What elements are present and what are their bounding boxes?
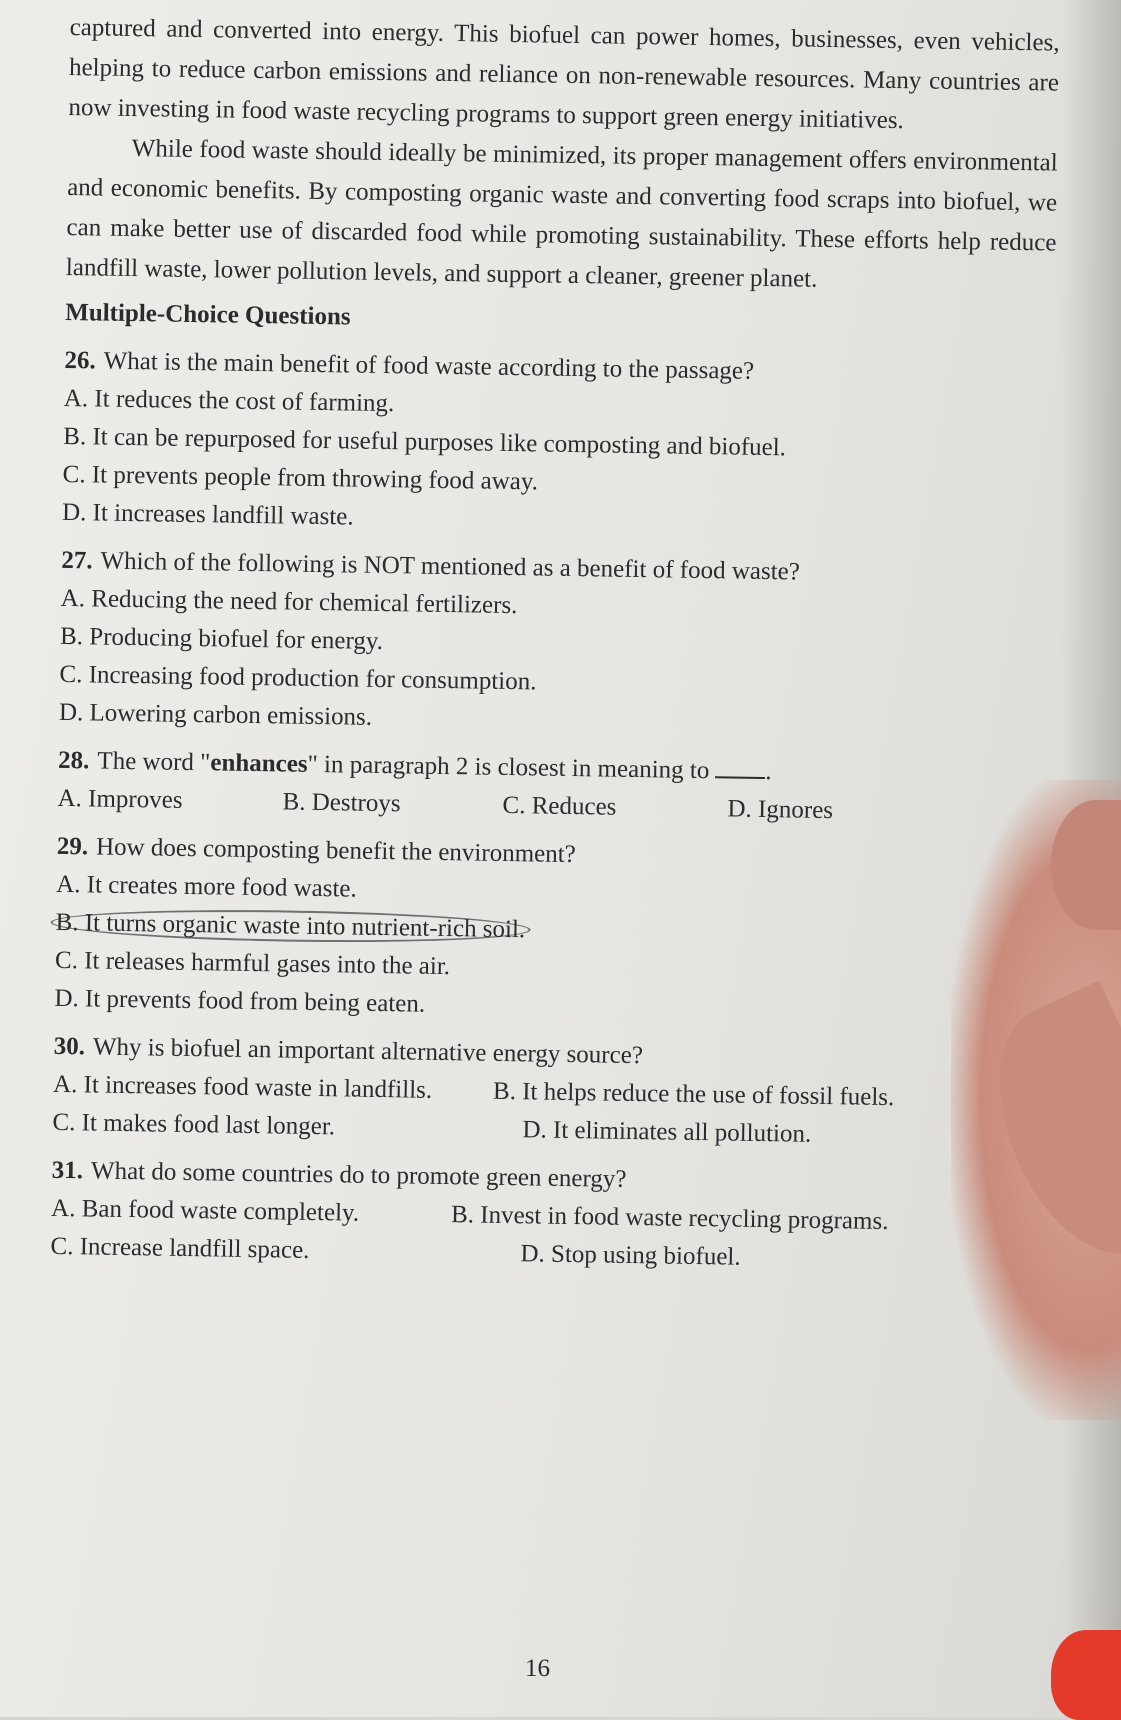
question-27 bbox=[59, 542, 1052, 748]
passage-paragraph-1: captured and converted into energy. This biofuel can power homes, businesses, even vehicles, helping to reduce carbon emissions and reliance on non-renewable resources. Many countries are now investing in food waste recycling programs to support green energy initiatives. bbox=[68, 13, 1060, 135]
question-30 bbox=[52, 1028, 1044, 1158]
question-text-after: " in paragraph 2 is closest in meaning to bbox=[307, 750, 710, 785]
passage-paragraph-2: While food waste should ideally be minimized, its proper management offers environmental and economic benefits. By composting organic waste and converting food scraps into biofuel, we can make better use of discarded food while promoting sustainability. These efforts help reduce landfill waste, lower pollution levels, and support a cleaner, greener planet. bbox=[65, 134, 1058, 293]
option-a[interactable]: A. Ban food waste completely. bbox=[50, 1194, 360, 1227]
option-d[interactable]: D. It increases landfill waste. bbox=[61, 498, 354, 531]
question-number: 31. bbox=[51, 1156, 84, 1185]
option-c[interactable]: C. It prevents people from throwing food away. bbox=[62, 460, 539, 496]
option-b[interactable]: B. It can be repurposed for useful purposes like composting and biofuel. bbox=[63, 422, 787, 462]
red-object bbox=[1051, 1630, 1121, 1720]
question-31 bbox=[50, 1152, 1042, 1282]
option-b-circled[interactable]: B. It turns organic waste into nutrient-rich soil. bbox=[50, 907, 530, 946]
option-a[interactable]: A. It creates more food waste. bbox=[56, 870, 357, 903]
option-b[interactable]: B. Producing biofuel for energy. bbox=[59, 622, 384, 655]
option-c[interactable]: C. It makes food last longer. bbox=[52, 1108, 336, 1141]
question-number: 28. bbox=[57, 746, 90, 775]
option-b[interactable]: B. It helps reduce the use of fossil fuels. bbox=[492, 1077, 895, 1112]
worksheet-page bbox=[50, 8, 1060, 1281]
option-d[interactable]: D. Lowering carbon emissions. bbox=[58, 698, 373, 731]
question-text: What is the main benefit of food waste according to the passage? bbox=[103, 347, 755, 385]
question-text: Which of the following is NOT mentioned as a benefit of food waste? bbox=[100, 547, 801, 586]
question-28: 28. The word "enhances" in paragraph 2 is closest in meaning to . A. Improves B. Destroys C. Reduces D. Ignores bbox=[57, 742, 1048, 834]
question-keyword: enhances bbox=[210, 749, 308, 778]
question-29 bbox=[54, 828, 1047, 1034]
question-text-before: The word " bbox=[97, 747, 211, 777]
option-a[interactable]: A. It reduces the cost of farming. bbox=[63, 384, 395, 418]
question-number: 30. bbox=[53, 1032, 86, 1061]
option-d[interactable]: D. Ignores bbox=[727, 795, 834, 825]
answer-blank[interactable] bbox=[715, 756, 765, 779]
question-text: How does composting benefit the environment? bbox=[95, 833, 576, 869]
question-text: What do some countries do to promote green energy? bbox=[90, 1157, 627, 1193]
option-b[interactable]: B. Destroys bbox=[282, 788, 401, 818]
option-c[interactable]: C. Increasing food production for consumption. bbox=[59, 660, 537, 696]
question-text: Why is biofuel an important alternative energy source? bbox=[92, 1033, 644, 1070]
question-number: 27. bbox=[61, 546, 93, 575]
option-a[interactable]: A. It increases food waste in landfills. bbox=[52, 1070, 433, 1104]
option-c[interactable]: C. Increase landfill space. bbox=[50, 1232, 310, 1264]
section-heading: Multiple-Choice Questions bbox=[65, 298, 351, 331]
question-number: 26. bbox=[64, 346, 96, 375]
page-number: 16 bbox=[525, 1655, 550, 1682]
option-c[interactable]: C. It releases harmful gases into the air. bbox=[54, 946, 451, 981]
option-b[interactable]: B. Invest in food waste recycling programs. bbox=[450, 1201, 889, 1236]
option-a[interactable]: A. Improves bbox=[57, 784, 183, 814]
option-d[interactable]: D. It eliminates all pollution. bbox=[522, 1116, 812, 1148]
question-number: 29. bbox=[56, 832, 89, 861]
option-d[interactable]: D. Stop using biofuel. bbox=[520, 1240, 741, 1271]
option-d[interactable]: D. It prevents food from being eaten. bbox=[54, 984, 426, 1018]
option-c[interactable]: C. Reduces bbox=[502, 791, 617, 821]
option-a[interactable]: A. Reducing the need for chemical fertilizers. bbox=[60, 584, 518, 620]
question-26 bbox=[62, 342, 1055, 548]
